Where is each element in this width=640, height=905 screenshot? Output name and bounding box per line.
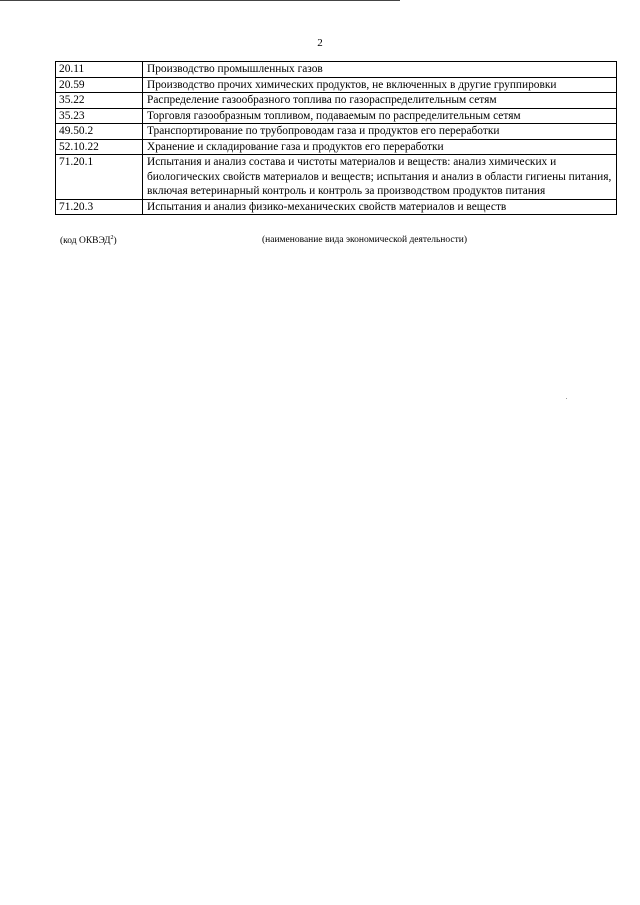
activity-name: Распределение газообразного топлива по газораспределительным сетям bbox=[147, 94, 497, 106]
okved-code-caption-close: ) bbox=[113, 236, 117, 247]
table-row bbox=[56, 77, 617, 93]
table-row bbox=[56, 108, 617, 124]
activity-name-cell bbox=[143, 155, 617, 200]
okved-code-cell bbox=[56, 124, 143, 140]
okved-code-cell bbox=[56, 77, 143, 93]
activity-name-cell bbox=[143, 77, 617, 93]
okved-code-caption bbox=[60, 235, 117, 246]
table-row bbox=[56, 93, 617, 109]
okved-code: 71.20.3 bbox=[59, 200, 94, 213]
activity-name-cell bbox=[143, 108, 617, 124]
scan-speck bbox=[566, 398, 567, 399]
okved-code-cell bbox=[56, 108, 143, 124]
okved-code-cell bbox=[56, 155, 143, 200]
okved-code: 20.59 bbox=[59, 78, 85, 91]
activity-name: Производство промышленных газов bbox=[147, 63, 323, 75]
table-row bbox=[56, 199, 617, 215]
table-row bbox=[56, 124, 617, 140]
activity-name: Торговля газообразным топливом, подаваемым по распределительным сетям bbox=[147, 109, 521, 122]
activity-name: Производство прочих химических продуктов, не включенных в другие группировки bbox=[147, 78, 557, 91]
page-number: 2 bbox=[317, 37, 323, 49]
activity-name-cell bbox=[143, 124, 617, 140]
activity-name: Испытания и анализ состава и чистоты материалов и веществ: анализ химических и биологических свойств материалов и веществ; испытания и анализ в области гигиены питания, включая ветеринарный контроль и контроль за производством продуктов питания bbox=[147, 156, 612, 197]
okved-code-caption-label: (код ОКВЭД bbox=[60, 236, 111, 247]
activity-name: Транспортирование по трубопроводам газа и продуктов его переработки bbox=[147, 125, 500, 137]
okved-code: 20.11 bbox=[59, 63, 85, 75]
activity-name: Хранение и складирование газа и продуктов его переработки bbox=[147, 140, 444, 153]
okved-code: 52.10.22 bbox=[59, 140, 99, 153]
okved-code: 35.22 bbox=[59, 94, 85, 106]
okved-code-cell bbox=[56, 93, 143, 109]
okved-code: 35.23 bbox=[59, 109, 85, 122]
table-row bbox=[56, 155, 617, 200]
activity-name: Испытания и анализ физико-механических свойств материалов и веществ bbox=[147, 200, 507, 213]
okved-code-cell bbox=[56, 199, 143, 215]
okved-code: 49.50.2 bbox=[59, 125, 94, 137]
activity-name-cell bbox=[143, 199, 617, 215]
okved-code-cell bbox=[56, 139, 143, 155]
activity-name-caption: (наименование вида экономической деятельности) bbox=[262, 235, 467, 245]
table-row bbox=[56, 62, 617, 78]
scan-edge-line bbox=[0, 0, 400, 1]
okved-code: 71.20.1 bbox=[59, 156, 94, 168]
activity-name-cell bbox=[143, 139, 617, 155]
activity-name-cell bbox=[143, 93, 617, 109]
activity-name-cell bbox=[143, 62, 617, 78]
okved-table bbox=[55, 61, 617, 215]
footnote-marker: 2 bbox=[110, 235, 114, 241]
table-row bbox=[56, 139, 617, 155]
okved-code-cell bbox=[56, 62, 143, 78]
